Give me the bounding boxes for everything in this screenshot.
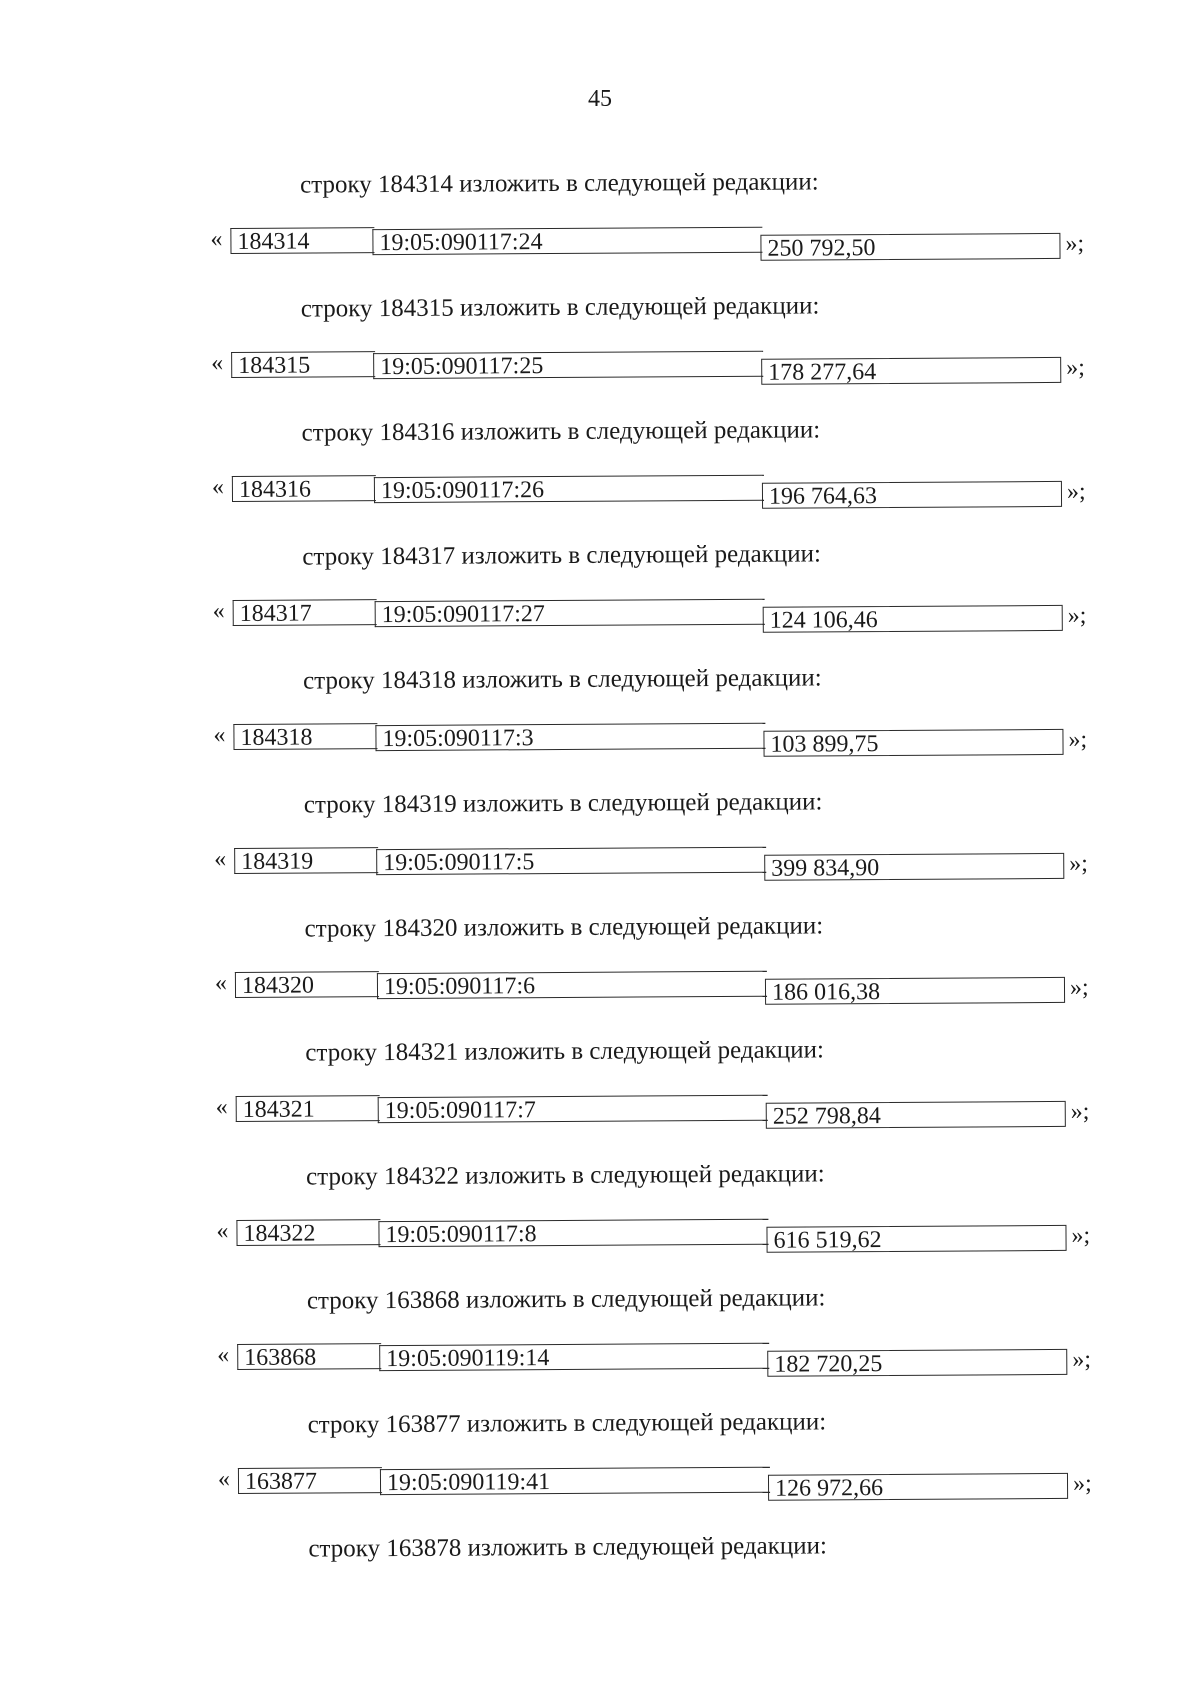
- amendment-instruction: строку 184320 изложить в следующей редакции:: [304, 912, 824, 943]
- table-row: [210, 223, 1085, 262]
- row-number-cell: 184318: [233, 723, 377, 750]
- opening-quote: «: [216, 1218, 229, 1245]
- amendment-list: [210, 168, 1092, 1660]
- opening-quote: «: [217, 1466, 231, 1493]
- value-cell: 103 899,75: [763, 729, 1063, 757]
- amendment-entry: [215, 1036, 1090, 1164]
- closing-quote: »;: [1069, 974, 1089, 1001]
- opening-quote: «: [215, 1094, 228, 1121]
- amendment-entry: [214, 788, 1088, 916]
- table-row: [217, 1339, 1092, 1378]
- amendment-entry: [212, 540, 1087, 668]
- cadastral-number-cell: 19:05:090117:8: [378, 1219, 768, 1247]
- value-cell: 196 764,63: [762, 481, 1062, 509]
- amendment-instruction: строку 184314 изложить в следующей редакции:: [299, 168, 819, 199]
- cadastral-number-cell: 19:05:090117:7: [378, 1095, 768, 1123]
- table-row: [215, 1091, 1090, 1130]
- cadastral-number-cell: 19:05:090117:27: [375, 599, 765, 627]
- closing-quote: »;: [1068, 726, 1088, 753]
- row-number-cell: 184320: [235, 971, 379, 998]
- table-row: [217, 1463, 1092, 1502]
- amendment-instruction: строку 163878 изложить в следующей редакции:: [308, 1532, 828, 1563]
- closing-quote: »;: [1065, 230, 1085, 257]
- closing-quote: »;: [1067, 602, 1087, 629]
- row-number-cell: 184315: [231, 351, 375, 378]
- amendment-instruction: строку 184317 изложить в следующей редакции:: [302, 540, 821, 571]
- cadastral-number-cell: 19:05:090119:14: [379, 1343, 769, 1371]
- amendment-entry: [217, 1284, 1092, 1412]
- cadastral-number-cell: 19:05:090117:3: [375, 723, 765, 751]
- value-cell: 124 106,46: [763, 605, 1063, 633]
- table-row: [216, 1215, 1091, 1254]
- cadastral-number-cell: 19:05:090117:24: [372, 227, 762, 255]
- closing-quote: »;: [1069, 850, 1088, 877]
- row-number-cell: 163877: [238, 1467, 382, 1494]
- amendment-instruction: строку 184322 изложить в следующей редакции:: [306, 1160, 825, 1191]
- cadastral-number-cell: 19:05:090117:25: [373, 351, 763, 379]
- row-number-cell: 163868: [237, 1343, 381, 1370]
- row-number-cell: 184316: [232, 475, 376, 502]
- amendment-instruction: строку 184318 изложить в следующей редакции:: [303, 664, 822, 695]
- closing-quote: »;: [1072, 1346, 1092, 1373]
- amendment-entry: [213, 664, 1088, 792]
- table-row: [213, 719, 1088, 758]
- row-number-cell: 184321: [236, 1095, 380, 1122]
- value-cell: 186 016,38: [765, 977, 1065, 1005]
- value-cell: 182 720,25: [767, 1349, 1067, 1377]
- opening-quote: «: [212, 598, 225, 625]
- cadastral-number-cell: 19:05:090119:41: [380, 1467, 770, 1495]
- value-cell: 252 798,84: [766, 1101, 1066, 1129]
- opening-quote: «: [214, 846, 227, 873]
- amendment-instruction: строку 184319 изложить в следующей редакции:: [303, 788, 823, 819]
- amendment-entry: [211, 292, 1085, 420]
- table-row: [211, 347, 1085, 386]
- cadastral-number-cell: 19:05:090117:5: [376, 847, 766, 875]
- amendment-entry: [211, 416, 1086, 544]
- value-cell: 250 792,50: [760, 233, 1060, 261]
- table-row: [211, 471, 1086, 510]
- amendment-entry: [210, 168, 1085, 296]
- value-cell: 616 519,62: [766, 1225, 1066, 1253]
- closing-quote: »;: [1066, 478, 1086, 505]
- opening-quote: «: [217, 1342, 230, 1369]
- table-row: [214, 967, 1089, 1006]
- page-number: 45: [588, 86, 612, 112]
- opening-quote: «: [214, 970, 228, 997]
- closing-quote: »;: [1072, 1470, 1092, 1497]
- amendment-instruction: строку 184321 изложить в следующей редакции:: [305, 1036, 824, 1067]
- amendment-entry: [217, 1408, 1092, 1536]
- row-number-cell: 184322: [236, 1219, 380, 1246]
- amendment-entry: [214, 912, 1089, 1040]
- value-cell: 399 834,90: [764, 853, 1064, 881]
- amendment-instruction: строку 184316 изложить в следующей редакции:: [301, 416, 821, 447]
- cadastral-number-cell: 19:05:090117:26: [374, 475, 764, 503]
- row-number-cell: 184319: [234, 847, 378, 874]
- cadastral-number-cell: 19:05:090117:6: [377, 971, 767, 999]
- row-number-cell: 184317: [233, 599, 377, 626]
- closing-quote: »;: [1066, 354, 1085, 381]
- amendment-entry: [216, 1160, 1091, 1288]
- value-cell: 178 277,64: [761, 357, 1061, 385]
- opening-quote: «: [213, 722, 226, 749]
- opening-quote: «: [211, 474, 225, 501]
- amendment-entry: [238, 1532, 828, 1660]
- row-number-cell: 184314: [230, 227, 374, 254]
- opening-quote: «: [211, 350, 224, 377]
- table-row: [214, 843, 1088, 882]
- amendment-instruction: строку 184315 изложить в следующей редакции:: [300, 292, 820, 323]
- value-cell: 126 972,66: [768, 1473, 1068, 1501]
- amendment-instruction: строку 163868 изложить в следующей редакции:: [306, 1284, 826, 1315]
- table-row: [212, 595, 1087, 634]
- closing-quote: »;: [1070, 1098, 1090, 1125]
- amendment-instruction: строку 163877 изложить в следующей редакции:: [307, 1408, 827, 1439]
- opening-quote: «: [210, 226, 223, 253]
- closing-quote: »;: [1071, 1222, 1091, 1249]
